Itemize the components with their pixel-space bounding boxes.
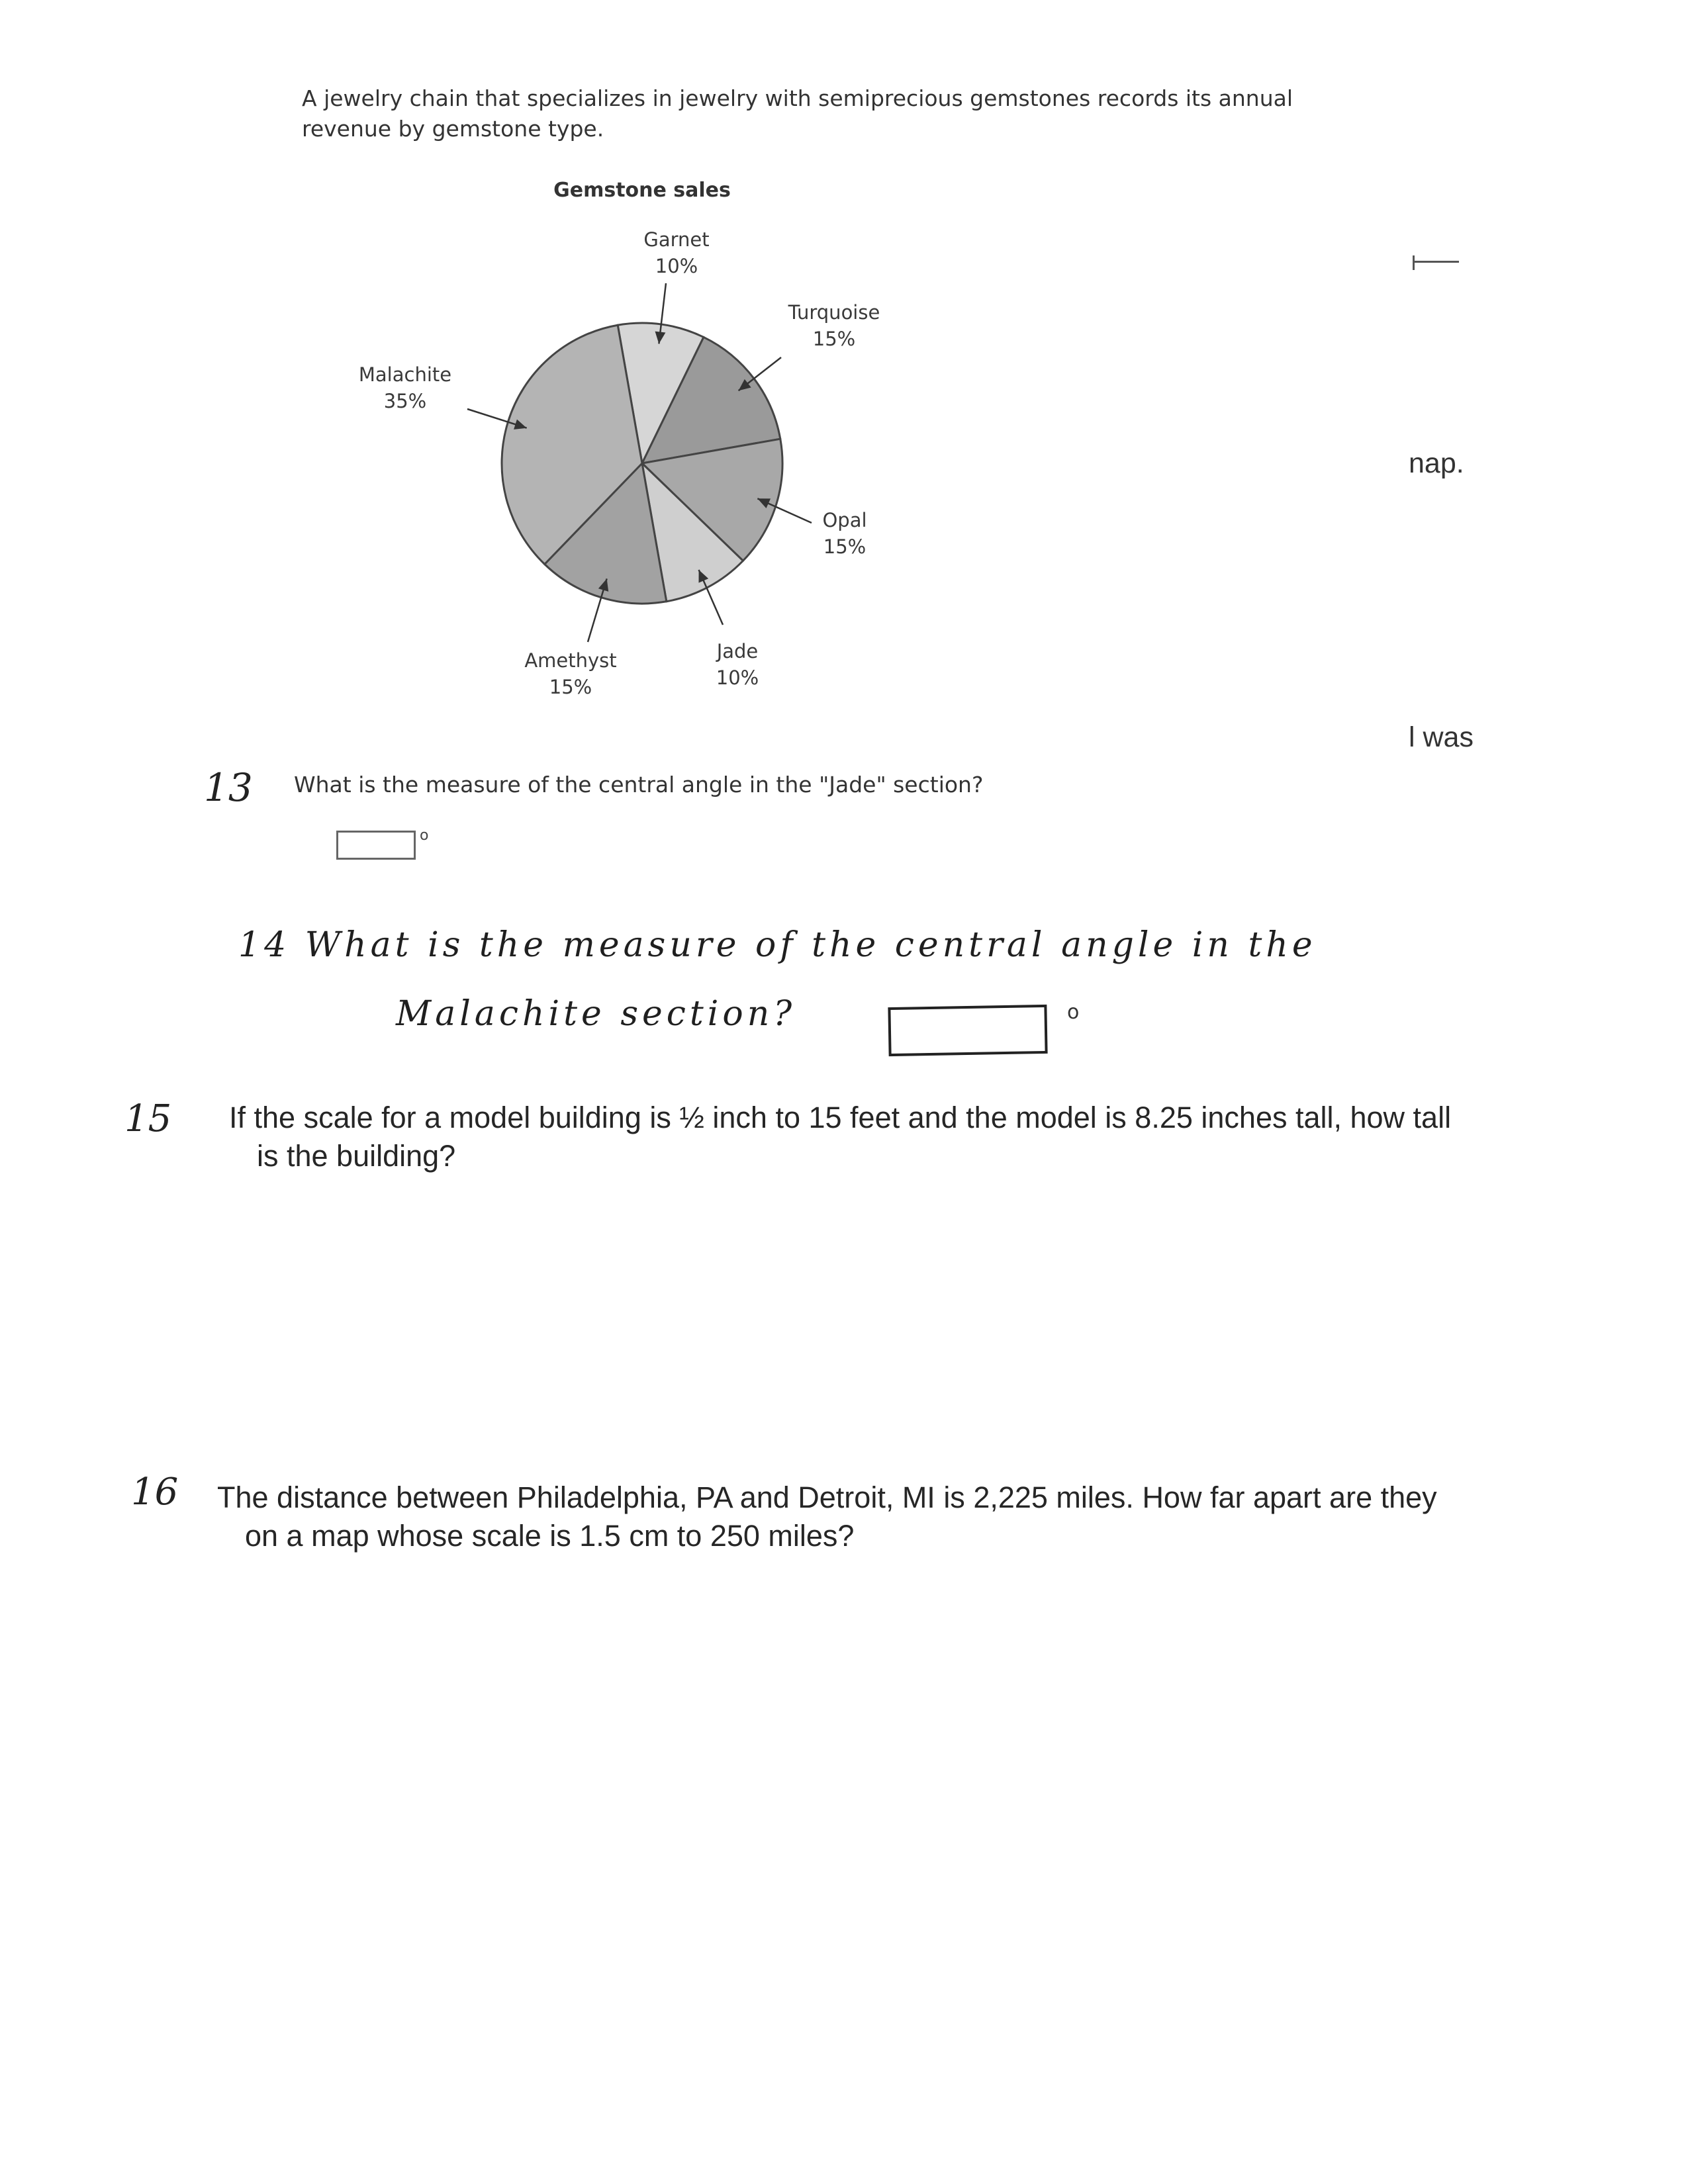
edge-rule — [1413, 261, 1459, 263]
question-15-number: 15 — [124, 1097, 172, 1140]
pie-label-amethyst-value: 15% — [549, 676, 592, 698]
question-16-line-2: on a map whose scale is 1.5 cm to 250 miles? — [245, 1519, 855, 1553]
question-15-line-1: If the scale for a model building is ½ inch to 15 feet and the model is 8.25 inches tall, how tall — [229, 1101, 1452, 1134]
pie-label-garnet — [604, 226, 749, 279]
question-14-degree-symbol: o — [1067, 1001, 1080, 1024]
pie-label-jade-name: Jade — [716, 640, 759, 662]
pie-label-opal-value: 15% — [823, 535, 867, 558]
pie-label-jade-value: 10% — [716, 666, 759, 689]
edge-rule-tick — [1413, 255, 1415, 270]
pie-label-malachite-name: Malachite — [358, 363, 452, 386]
edge-fragment-was: l was — [1409, 721, 1474, 753]
pie-label-amethyst-name: Amethyst — [524, 649, 617, 672]
pie-label-opal-name: Opal — [822, 509, 867, 531]
pie-chart — [0, 0, 1688, 761]
chart-title: Gemstone sales — [553, 179, 731, 202]
question-14-answer-box[interactable] — [888, 1005, 1047, 1056]
question-15-line-2: is the building? — [257, 1139, 456, 1173]
pie-label-garnet-name: Garnet — [643, 228, 710, 251]
pie-label-turquoise — [761, 299, 907, 352]
pie-label-turquoise-value: 15% — [812, 328, 856, 350]
question-13-answer-box[interactable] — [336, 831, 416, 860]
pie-label-garnet-value: 10% — [655, 255, 698, 277]
intro-line-1: A jewelry chain that specializes in jewelry with semiprecious gemstones records its annual — [302, 85, 1293, 111]
pie-label-malachite — [332, 361, 478, 414]
question-15-text — [229, 1099, 1500, 1175]
pie-label-amethyst — [498, 647, 643, 700]
question-13-text: What is the measure of the central angle in the "Jade" section? — [294, 772, 984, 797]
intro-line-2: revenue by gemstone type. — [302, 116, 604, 142]
question-14-text-line-1: 14 What is the measure of the central angle in the — [238, 925, 1317, 965]
question-14-text-line-2: Malachite section? — [396, 994, 796, 1034]
edge-fragment-map: nap. — [1409, 447, 1464, 479]
question-13-degree-symbol: o — [420, 827, 429, 844]
pie-label-turquoise-name: Turquoise — [788, 301, 880, 324]
pie-label-opal — [772, 507, 917, 560]
question-16-text — [217, 1479, 1501, 1555]
question-13-number: 13 — [204, 765, 253, 810]
pie-label-malachite-value: 35% — [383, 390, 427, 412]
pie-label-jade — [665, 638, 810, 691]
question-16-number: 16 — [131, 1471, 179, 1514]
question-16-line-1: The distance between Philadelphia, PA and Detroit, MI is 2,225 miles. How far apart are they — [217, 1480, 1437, 1514]
